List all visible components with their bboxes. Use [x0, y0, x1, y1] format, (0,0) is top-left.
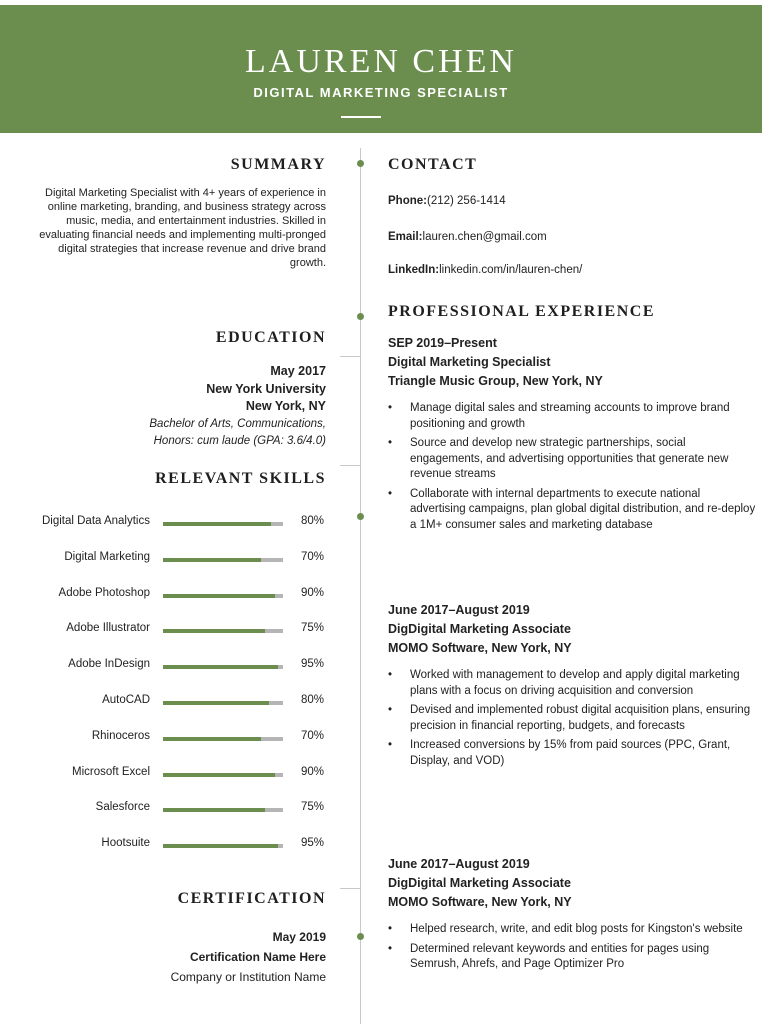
skill-percent: 95%	[301, 658, 325, 671]
contact-heading: CONTACT	[388, 156, 478, 173]
skill-bar-fill	[163, 808, 265, 812]
job-bullet: • Collaborate with internal departments to execute national advertising campaigns, plan global digital distribution, and re-deploy a 1M+ consumer sales and marketing database	[388, 487, 758, 534]
job-dates: June 2017–August 2019	[388, 857, 530, 871]
skill-row	[0, 622, 330, 640]
skill-bar-fill	[163, 594, 275, 598]
skill-bar-fill	[163, 701, 269, 705]
email-link[interactable]: lauren.chen@gmail.com	[422, 231, 547, 243]
job-bullets	[388, 401, 758, 533]
timeline-dot	[357, 313, 364, 320]
skill-row	[0, 837, 330, 855]
job-bullet: • Increased conversions by 15% from paid sources (PPC, Grant, Display, and VOD)	[388, 738, 758, 769]
contact-phone	[388, 195, 506, 207]
skill-row	[0, 801, 330, 819]
education-school: New York University	[206, 381, 326, 396]
job-company: Triangle Music Group, New York, NY	[388, 374, 603, 388]
education-honors: Honors: cum laude (GPA: 3.6/4.0)	[153, 434, 326, 447]
job-bullets	[388, 922, 758, 973]
header-divider	[341, 116, 381, 118]
job-title: DigDigital Marketing Associate	[388, 622, 571, 636]
skill-bar-fill	[163, 844, 278, 848]
timeline-tick	[340, 888, 360, 889]
skill-name: Digital Marketing	[64, 550, 150, 563]
education-location: New York, NY	[245, 399, 326, 413]
skill-name: Rhinoceros	[91, 729, 150, 742]
experience-entry	[388, 855, 758, 977]
skill-row	[0, 694, 330, 712]
skill-name: Adobe Illustrator	[66, 622, 150, 635]
skill-name: Digital Data Analytics	[41, 515, 150, 527]
job-company: MOMO Software, New York, NY	[388, 895, 572, 909]
timeline-dot	[357, 933, 364, 940]
experience-entry	[388, 601, 758, 773]
job-bullet: • Devised and implemented robust digital acquisition plans, ensuring precision in financial reporting, budgets, and forecasts	[388, 703, 758, 734]
skill-percent: 80%	[301, 694, 325, 706]
job-bullet: • Manage digital sales and streaming accounts to improve brand positioning and growth	[388, 401, 758, 432]
skill-bar	[163, 808, 283, 812]
skill-row	[0, 515, 330, 533]
email-label: Email:	[388, 231, 423, 243]
timeline-tick	[340, 465, 360, 466]
education-degree: Bachelor of Arts, Communications,	[149, 417, 326, 430]
skill-percent: 75%	[301, 801, 325, 814]
skill-row	[0, 766, 330, 784]
candidate-name: LAUREN CHEN	[245, 43, 517, 80]
skill-bar	[163, 773, 283, 777]
skill-bar-fill	[163, 665, 278, 669]
education-entry	[149, 363, 326, 450]
job-bullet: • Source and develop new strategic partnerships, social engagements, and advertising opportunities that generate new revenue streams	[388, 436, 758, 483]
job-bullets	[388, 668, 758, 769]
job-bullet: • Helped research, write, and edit blog posts for Kingston's website	[388, 922, 758, 938]
education-heading: EDUCATION	[215, 329, 326, 346]
skill-percent: 90%	[301, 586, 325, 599]
skill-percent: 95%	[301, 837, 325, 850]
skill-percent: 75%	[301, 622, 325, 635]
skill-percent: 80%	[301, 515, 325, 527]
timeline-line	[360, 148, 361, 1024]
timeline-dot	[357, 513, 364, 520]
skill-percent: 90%	[301, 765, 325, 778]
skill-bar	[163, 737, 283, 741]
linkedin-label: LinkedIn:	[388, 264, 440, 276]
skill-percent: 70%	[301, 550, 325, 563]
skill-name: Adobe Photoshop	[58, 586, 150, 599]
experience-heading: PROFESSIONAL EXPERIENCE	[388, 303, 655, 320]
job-title: DigDigital Marketing Associate	[388, 876, 571, 890]
job-title: Digital Marketing Specialist	[388, 355, 551, 369]
summary-heading: SUMMARY	[230, 156, 326, 173]
phone-value: (212) 256-1414	[426, 195, 506, 207]
contact-linkedin	[388, 264, 582, 276]
skill-bar-fill	[163, 773, 275, 777]
skill-name: Microsoft Excel	[72, 765, 150, 778]
certification-institution: Company or Institution Name	[170, 970, 326, 984]
job-dates: SEP 2019–Present	[388, 336, 497, 350]
skill-bar-fill	[163, 522, 271, 526]
contact-email	[388, 231, 547, 243]
skill-row	[0, 551, 330, 569]
skill-bar-fill	[163, 558, 261, 562]
certification-name: Certification Name Here	[189, 950, 326, 964]
education-date: May 2017	[270, 364, 326, 378]
skills-heading: RELEVANT SKILLS	[155, 470, 326, 487]
certification-entry	[171, 927, 326, 987]
skill-bar	[163, 522, 283, 526]
job-bullet: • Worked with management to develop and apply digital marketing plans with a focus on driving acquisition and conversion	[388, 668, 758, 699]
job-company: MOMO Software, New York, NY	[388, 641, 572, 655]
skill-row	[0, 730, 330, 748]
summary-text: Digital Marketing Specialist with 4+ years of experience in online marketing, branding, and business strategy across music, media, and entertainment industries. Skilled in evaluating financial needs and implementing multi-pronged digital strategies that increase revenue and drive brand growth.	[39, 187, 326, 269]
skill-name: AutoCAD	[102, 694, 150, 706]
timeline-tick	[340, 356, 360, 357]
skill-percent: 70%	[301, 729, 325, 742]
certification-date: May 2019	[272, 930, 326, 944]
skill-bar	[163, 629, 283, 633]
certification-heading: CERTIFICATION	[177, 890, 326, 907]
skill-row	[0, 587, 330, 605]
skill-bar	[163, 558, 283, 562]
resume-header	[0, 5, 762, 133]
job-dates: June 2017–August 2019	[388, 603, 530, 617]
skill-bar-fill	[163, 629, 265, 633]
skill-bar	[163, 594, 283, 598]
skill-row	[0, 658, 330, 676]
skill-name: Hootsuite	[101, 837, 150, 850]
skill-name: Salesforce	[95, 801, 150, 814]
skill-bar	[163, 701, 283, 705]
candidate-title: DIGITAL MARKETING SPECIALIST	[253, 85, 509, 100]
phone-label: Phone:	[388, 195, 427, 207]
job-bullet: • Determined relevant keywords and entities for pages using Semrush, Ahrefs, and Page Optimizer Pro	[388, 942, 758, 973]
linkedin-link[interactable]: linkedin.com/in/lauren-chen/	[439, 264, 583, 276]
experience-entry	[388, 334, 758, 537]
skill-bar	[163, 665, 283, 669]
timeline-dot	[357, 160, 364, 167]
skill-bar	[163, 844, 283, 848]
skill-bar-fill	[163, 737, 261, 741]
skill-name: Adobe InDesign	[68, 658, 150, 671]
